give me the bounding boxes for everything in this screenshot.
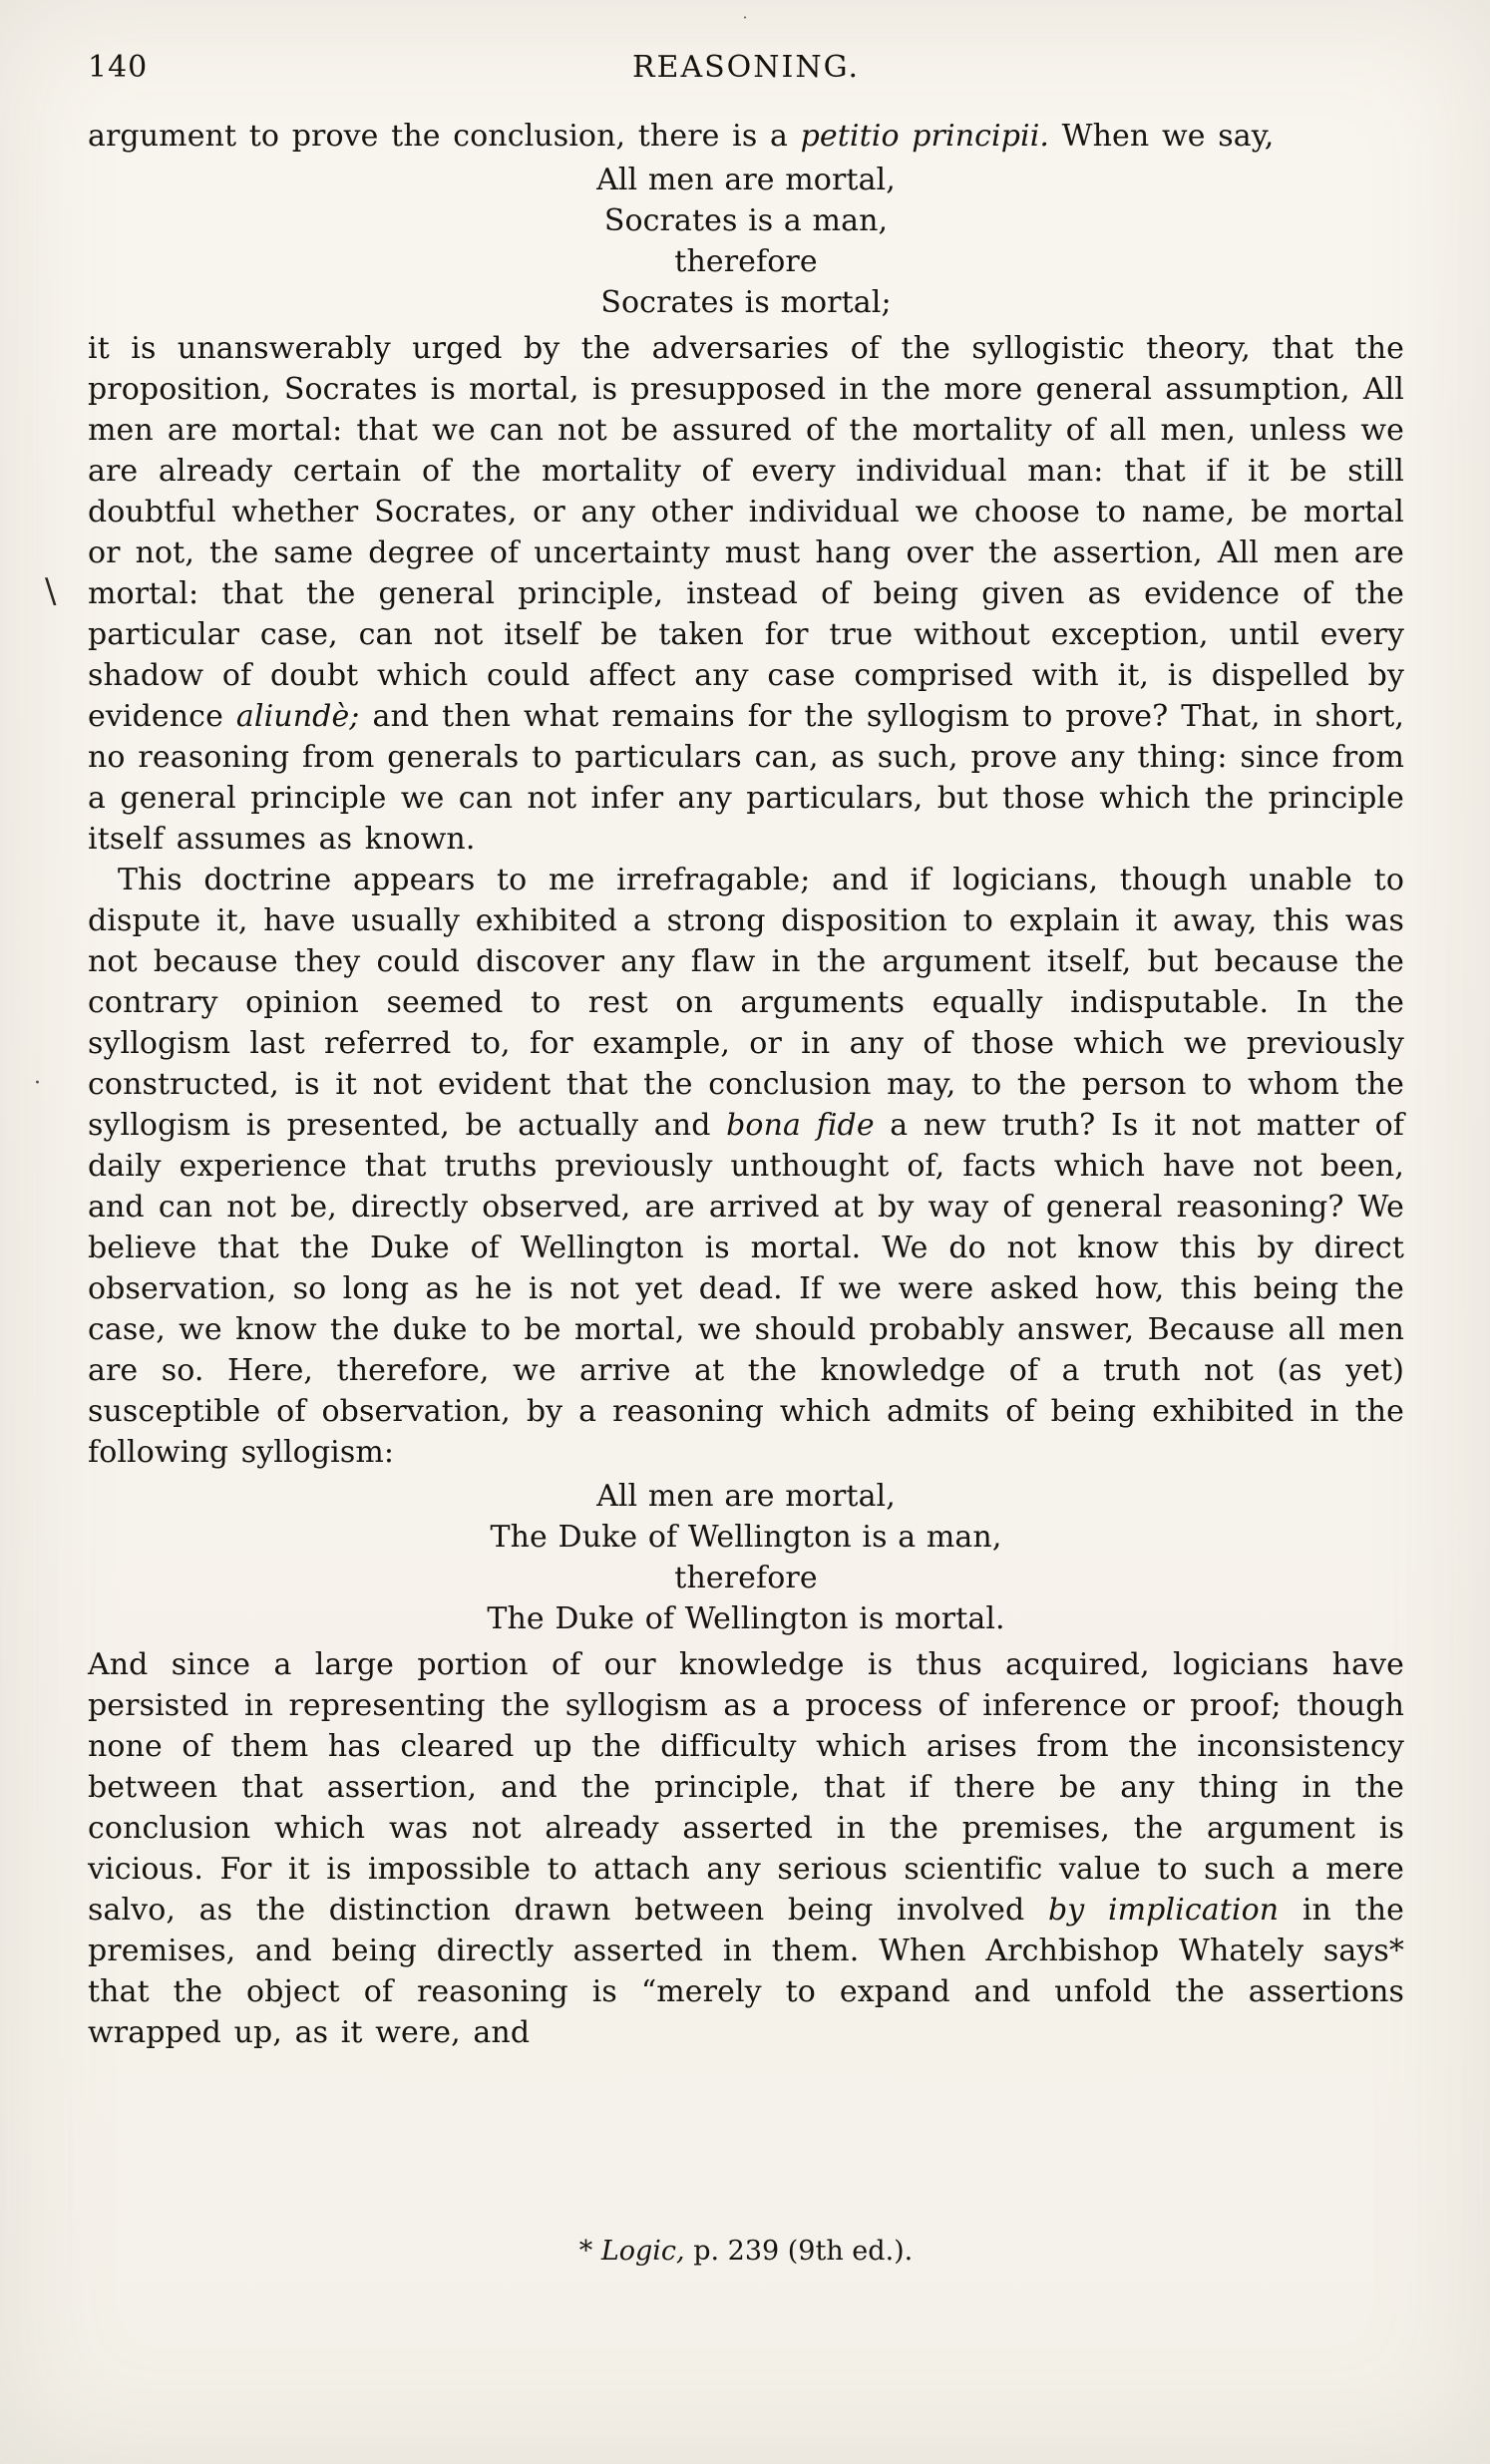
page-header [88, 50, 1404, 92]
scan-artifact-dot: · [34, 1071, 41, 1096]
text-segment: a new truth? Is it not matter of daily experience that truths previously unthought of, facts which have not been, and can not be, directly observed, are arrived at by way of general reasoning? We believe that the Duke of Wellington is mortal. We do not know this by direct observation, so long as he is not yet dead. If we were asked how, this being the case, we know the duke to be mortal, we should probably answer, Because all men are so. Here, therefore, we arrive at the knowledge of a truth not (as yet) susceptible of observation, by a reasoning which admits of being exhibited in the following syllogism: [88, 1108, 1404, 1470]
text-segment: When we say, [1049, 119, 1275, 154]
footnote-work-title: Logic, [600, 2236, 685, 2267]
syllogism-line: The Duke of Wellington is a man, [490, 1520, 1002, 1555]
text-segment: and then what remains for the syllogism to prove? That, in short, no reasoning from generals to particulars can, as such, prove any thing: since from a general principle we can not infer any particulars, but those which the principle itself assumes as known. [88, 699, 1404, 857]
page-number: 140 [88, 50, 149, 85]
footnote-reference: p. 239 (9th ed.). [684, 2236, 914, 2267]
text-segment: in the premises, and being directly asserted in them. When Archbishop Whately says* that the object of reasoning is “merely to expand and unfold the assertions wrapped up, as it were, and [88, 1893, 1404, 2050]
paragraph-doctrine [88, 860, 1404, 1473]
running-title: REASONING. [631, 50, 861, 85]
scan-artifact-mark: \ [45, 571, 57, 611]
syllogism-line: Socrates is a man, [603, 203, 889, 238]
text-segment: This doctrine appears to me irrefragable; and if logicians, though unable to dispute it, have usually exhibited a strong disposition to explain it away, this was not because they could discover any flaw in the argument itself, but because the contrary opinion seemed to rest on arguments equally indisputable. In the syllogism last referred to, for example, or in any of those which we previously constructed, is it not evident that the conclusion may, to the person to whom the syllogism is presented, be actually and [88, 863, 1404, 1143]
scan-artifact-dot: · [742, 8, 748, 27]
syllogism-line: All men are mortal, [596, 1479, 896, 1514]
syllogism-line: therefore [674, 244, 818, 279]
text-segment-italic: bona fide [726, 1108, 875, 1143]
syllogism-wellington [88, 1476, 1404, 1639]
syllogism-line: All men are mortal, [596, 163, 896, 197]
paragraph-objection [88, 328, 1404, 860]
text-segment: argument to prove the conclusion, there is a [88, 119, 801, 154]
syllogism-line: therefore [674, 1561, 818, 1595]
text-segment-italic: petitio principii. [800, 119, 1050, 154]
syllogism-socrates [88, 160, 1404, 323]
page-body [88, 116, 1404, 2053]
syllogism-line: The Duke of Wellington is mortal. [487, 1601, 1005, 1636]
paragraph-knowledge [88, 1644, 1404, 2053]
text-segment: And since a large portion of our knowledge is thus acquired, logicians have persisted in representing the syllogism as a process of inference or proof; though none of them has cleared up the difficulty which arises from the inconsistency between that assertion, and the principle, that if there be any thing in the conclusion which was not already asserted in the premises, the argument is vicious. For it is impossible to attach any serious scientific value to such a mere salvo, as the distinction drawn between being involved [88, 1647, 1404, 1928]
syllogism-line: Socrates is mortal; [600, 285, 892, 320]
text-segment: it is unanswerably urged by the adversaries of the syllogistic theory, that the proposition, Socrates is mortal, is presupposed in the more general assumption, All men are mortal: that we can not be assured of the mortality of all men, unless we are already certain of the mortality of every individual man: that if it be still doubtful whether Socrates, or any other individual we choose to name, be mortal or not, the same degree of uncertainty must hang over the assertion, All men are mortal: that the general principle, instead of being given as evidence of the particular case, can not itself be taken for true without exception, until every shadow of doubt which could affect any case comprised with it, is dispelled by evidence [88, 331, 1404, 734]
paragraph-intro [88, 116, 1404, 157]
footnote [88, 2236, 1404, 2267]
footnote-marker: * [578, 2236, 601, 2267]
text-segment-italic: aliundè; [235, 699, 360, 734]
text-segment-italic: by implication [1047, 1893, 1280, 1928]
